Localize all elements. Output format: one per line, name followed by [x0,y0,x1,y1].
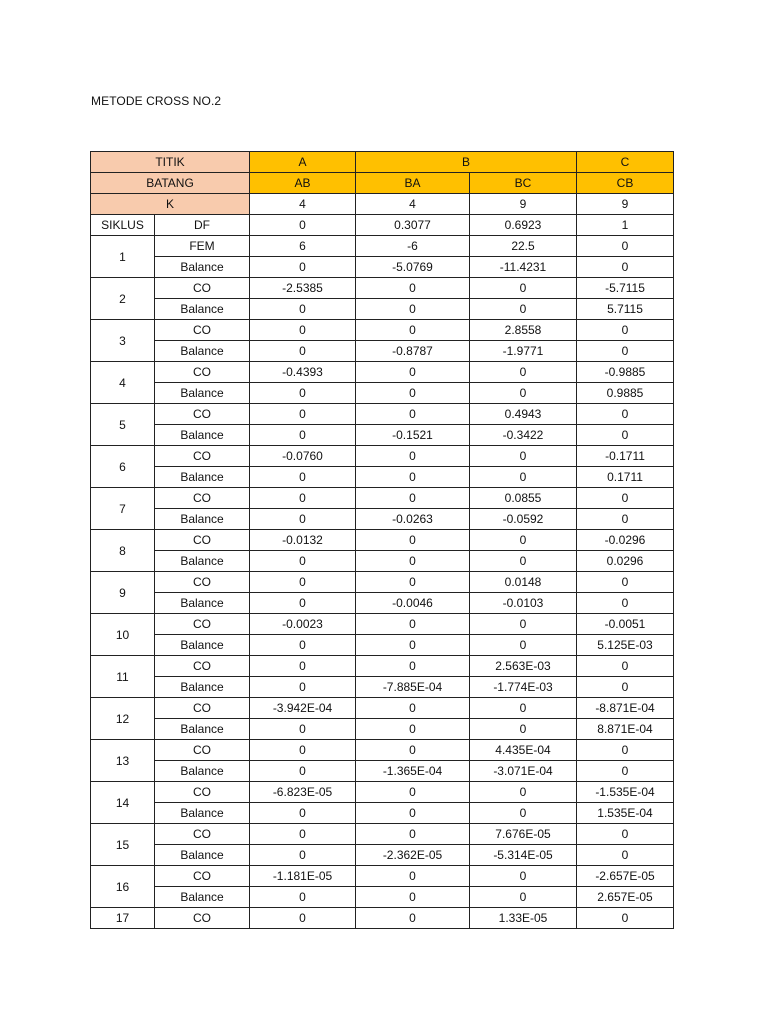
moment-value-cell: 0 [577,236,674,257]
moment-value-cell: 0 [356,551,470,572]
moment-value-cell: 0 [470,866,577,887]
moment-value-cell: 0 [356,908,470,929]
moment-value-cell: 0 [577,572,674,593]
moment-value-cell: -1.535E-04 [577,782,674,803]
table-row [91,341,674,362]
moment-value-cell: 0 [577,509,674,530]
table-row [91,698,674,719]
moment-value-cell: 0 [250,824,356,845]
moment-value-cell: 0 [356,782,470,803]
moment-value-cell: 0.0296 [577,551,674,572]
moment-value-cell: 0 [356,446,470,467]
table-row [91,362,674,383]
moment-value-cell: 0 [356,320,470,341]
moment-value-cell: 0 [250,383,356,404]
moment-value-cell: 0 [356,887,470,908]
moment-value-cell: -2.362E-05 [356,845,470,866]
moment-value-cell: 0 [577,425,674,446]
table-row [91,509,674,530]
moment-value-cell: 0 [356,383,470,404]
moment-value-cell: 0 [356,656,470,677]
table-row [91,740,674,761]
row-type-label: CO [155,278,250,299]
table-row [91,530,674,551]
moment-value-cell: 0 [470,698,577,719]
moment-value-cell: -11.4231 [470,257,577,278]
moment-value-cell: 0 [250,677,356,698]
header-row-titik [91,152,674,173]
moment-value-cell: 0 [356,866,470,887]
moment-value-cell: 0 [577,488,674,509]
row-type-label: Balance [155,257,250,278]
moment-value-cell: 0 [250,761,356,782]
moment-value-cell: 0 [250,551,356,572]
k-label: K [91,194,250,215]
moment-value-cell: 0.4943 [470,404,577,425]
member-ba-header: BA [356,173,470,194]
moment-value-cell: 0 [577,677,674,698]
moment-value-cell: 0 [356,467,470,488]
table-row [91,488,674,509]
moment-value-cell: 0 [356,572,470,593]
df-value: 1 [577,215,674,236]
cycle-number: 1 [91,236,155,278]
moment-value-cell: 0 [356,362,470,383]
moment-value-cell: -0.0046 [356,593,470,614]
moment-value-cell: 1.33E-05 [470,908,577,929]
row-type-label: Balance [155,551,250,572]
row-type-label: CO [155,698,250,719]
row-type-label: Balance [155,299,250,320]
k-value: 4 [250,194,356,215]
moment-value-cell: 2.8558 [470,320,577,341]
moment-value-cell: -8.871E-04 [577,698,674,719]
moment-value-cell: -3.942E-04 [250,698,356,719]
row-type-label: CO [155,488,250,509]
moment-value-cell: -0.1711 [577,446,674,467]
titik-label: TITIK [91,152,250,173]
moment-value-cell: -7.885E-04 [356,677,470,698]
df-value: 0 [250,215,356,236]
moment-value-cell: 0 [577,761,674,782]
moment-value-cell: 4.435E-04 [470,740,577,761]
cycle-number: 3 [91,320,155,362]
moment-value-cell: -0.0051 [577,614,674,635]
moment-value-cell: 0.1711 [577,467,674,488]
moment-value-cell: 0 [250,320,356,341]
table-row [91,278,674,299]
row-type-label: Balance [155,341,250,362]
moment-value-cell: 0 [356,824,470,845]
table-row [91,803,674,824]
moment-value-cell: -1.365E-04 [356,761,470,782]
moment-value-cell: -0.0132 [250,530,356,551]
cycle-number: 12 [91,698,155,740]
moment-value-cell: 0 [356,635,470,656]
row-type-label: Balance [155,467,250,488]
row-type-label: CO [155,320,250,341]
cycle-number: 16 [91,866,155,908]
row-type-label: CO [155,866,250,887]
table-row [91,320,674,341]
table-row [91,845,674,866]
moment-value-cell: 0 [356,299,470,320]
table-row [91,236,674,257]
moment-value-cell: 6 [250,236,356,257]
moment-value-cell: 0 [470,635,577,656]
member-cb-header: CB [577,173,674,194]
cycle-number: 9 [91,572,155,614]
table-row [91,404,674,425]
row-type-label: Balance [155,635,250,656]
table-row [91,677,674,698]
table-row [91,887,674,908]
row-type-label: Balance [155,803,250,824]
moment-value-cell: -2.5385 [250,278,356,299]
moment-value-cell: 0 [577,320,674,341]
document-title: METODE CROSS NO.2 [91,94,222,108]
moment-value-cell: 0 [250,887,356,908]
moment-value-cell: 0 [250,404,356,425]
moment-value-cell: -0.0592 [470,509,577,530]
moment-value-cell: 0 [577,740,674,761]
moment-value-cell: 0 [577,845,674,866]
moment-value-cell: -5.0769 [356,257,470,278]
moment-value-cell: -0.8787 [356,341,470,362]
table-row [91,761,674,782]
header-row-df [91,215,674,236]
cycle-number: 11 [91,656,155,698]
row-type-label: Balance [155,509,250,530]
moment-value-cell: 0 [577,257,674,278]
moment-value-cell: -1.9771 [470,341,577,362]
table-row [91,467,674,488]
moment-value-cell: 0 [356,530,470,551]
moment-value-cell: -0.1521 [356,425,470,446]
row-type-label: Balance [155,593,250,614]
table-row [91,299,674,320]
moment-value-cell: -0.0296 [577,530,674,551]
moment-value-cell: 0 [250,299,356,320]
row-type-label: Balance [155,845,250,866]
moment-value-cell: 0 [356,278,470,299]
row-type-label: CO [155,740,250,761]
table-row [91,824,674,845]
moment-value-cell: 0 [250,572,356,593]
table-row [91,572,674,593]
cycle-number: 2 [91,278,155,320]
moment-value-cell: 0.0148 [470,572,577,593]
cycle-number: 15 [91,824,155,866]
moment-value-cell: -5.314E-05 [470,845,577,866]
table-row [91,551,674,572]
row-type-label: Balance [155,677,250,698]
row-type-label: CO [155,362,250,383]
moment-value-cell: 0 [250,341,356,362]
table-row [91,425,674,446]
node-c-header: C [577,152,674,173]
moment-value-cell: 1.535E-04 [577,803,674,824]
moment-value-cell: 0 [250,488,356,509]
moment-value-cell: 7.676E-05 [470,824,577,845]
moment-value-cell: 8.871E-04 [577,719,674,740]
cycle-number: 6 [91,446,155,488]
moment-value-cell: 0 [356,614,470,635]
table-row [91,446,674,467]
moment-value-cell: 0 [470,803,577,824]
moment-value-cell: 0 [356,740,470,761]
moment-value-cell: 0 [250,467,356,488]
moment-value-cell: 0 [250,257,356,278]
moment-value-cell: 0 [250,719,356,740]
table-row [91,614,674,635]
row-type-label: Balance [155,383,250,404]
moment-value-cell: 0 [577,341,674,362]
moment-value-cell: 0 [250,593,356,614]
cycle-number: 7 [91,488,155,530]
moment-value-cell: -6.823E-05 [250,782,356,803]
moment-value-cell: 0 [470,299,577,320]
moment-value-cell: 0 [577,908,674,929]
moment-value-cell: -0.0103 [470,593,577,614]
row-type-label: CO [155,404,250,425]
cycle-number: 10 [91,614,155,656]
moment-value-cell: -0.9885 [577,362,674,383]
moment-value-cell: 0 [356,698,470,719]
row-type-label: CO [155,446,250,467]
cycle-number: 8 [91,530,155,572]
moment-value-cell: 5.7115 [577,299,674,320]
batang-label: BATANG [91,173,250,194]
moment-value-cell: 0 [250,845,356,866]
moment-value-cell: 0 [470,467,577,488]
moment-value-cell: -0.0760 [250,446,356,467]
row-type-label: Balance [155,887,250,908]
moment-value-cell: 0 [470,530,577,551]
row-type-label: FEM [155,236,250,257]
row-type-label: CO [155,824,250,845]
table-row [91,782,674,803]
row-type-label: CO [155,530,250,551]
row-type-label: Balance [155,761,250,782]
moment-value-cell: -0.4393 [250,362,356,383]
moment-value-cell: 0 [356,404,470,425]
moment-value-cell: 0 [250,740,356,761]
row-type-label: CO [155,572,250,593]
header-row-k [91,194,674,215]
moment-value-cell: -0.0023 [250,614,356,635]
moment-value-cell: 0.0855 [470,488,577,509]
row-type-label: CO [155,908,250,929]
moment-value-cell: 0 [250,425,356,446]
table-row [91,593,674,614]
moment-value-cell: 5.125E-03 [577,635,674,656]
table-row [91,635,674,656]
cross-method-table [90,151,674,929]
row-type-label: Balance [155,719,250,740]
table-row [91,866,674,887]
cycle-number: 4 [91,362,155,404]
row-type-label: CO [155,656,250,677]
header-row-batang [91,173,674,194]
moment-value-cell: 0 [470,383,577,404]
moment-value-cell: 0 [356,488,470,509]
moment-value-cell: 0 [577,824,674,845]
moment-value-cell: 0 [356,803,470,824]
moment-value-cell: 0 [577,593,674,614]
cycle-number: 17 [91,908,155,929]
moment-value-cell: -5.7115 [577,278,674,299]
member-bc-header: BC [470,173,577,194]
df-value: 0.6923 [470,215,577,236]
k-value: 9 [577,194,674,215]
moment-value-cell: 0 [470,446,577,467]
node-b-header: B [356,152,577,173]
table-row [91,908,674,929]
moment-value-cell: 2.563E-03 [470,656,577,677]
moment-value-cell: -1.774E-03 [470,677,577,698]
moment-value-cell: 0 [250,908,356,929]
moment-value-cell: 0 [470,551,577,572]
df-value: 0.3077 [356,215,470,236]
moment-value-cell: 0 [470,362,577,383]
node-a-header: A [250,152,356,173]
cycle-number: 5 [91,404,155,446]
siklus-label: SIKLUS [91,215,155,236]
moment-value-cell: 0 [250,656,356,677]
moment-value-cell: 0 [250,803,356,824]
moment-value-cell: 0.9885 [577,383,674,404]
df-label: DF [155,215,250,236]
cycle-number: 14 [91,782,155,824]
moment-value-cell: 0 [356,719,470,740]
moment-value-cell: -3.071E-04 [470,761,577,782]
moment-value-cell: 0 [470,887,577,908]
moment-value-cell: 0 [577,656,674,677]
member-ab-header: AB [250,173,356,194]
moment-value-cell: -0.0263 [356,509,470,530]
moment-value-cell: 0 [250,635,356,656]
moment-value-cell: 2.657E-05 [577,887,674,908]
moment-value-cell: 0 [470,719,577,740]
row-type-label: Balance [155,425,250,446]
moment-value-cell: 22.5 [470,236,577,257]
moment-value-cell: 0 [470,278,577,299]
table-row [91,383,674,404]
k-value: 9 [470,194,577,215]
moment-value-cell: -1.181E-05 [250,866,356,887]
moment-value-cell: 0 [250,509,356,530]
moment-value-cell: -2.657E-05 [577,866,674,887]
moment-value-cell: 0 [470,782,577,803]
moment-value-cell: 0 [470,614,577,635]
moment-value-cell: -6 [356,236,470,257]
cycle-number: 13 [91,740,155,782]
moment-value-cell: -0.3422 [470,425,577,446]
k-value: 4 [356,194,470,215]
moment-value-cell: 0 [577,404,674,425]
table-row [91,719,674,740]
row-type-label: CO [155,782,250,803]
table-row [91,257,674,278]
table-row [91,656,674,677]
row-type-label: CO [155,614,250,635]
